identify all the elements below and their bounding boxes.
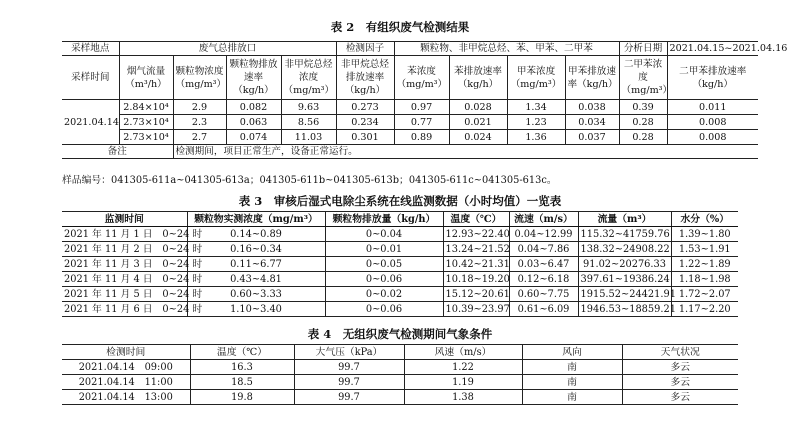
table2-info-row bbox=[62, 42, 758, 56]
header-cell: 颗粒物排放量（kg/h） bbox=[325, 212, 443, 227]
site-value: 废气总排放口 bbox=[119, 42, 336, 56]
table-cell: 0.028 bbox=[449, 100, 507, 115]
table-cell: 2021 年 11 月 4 日 0~24 时 bbox=[64, 273, 203, 285]
table-cell: 2.7 bbox=[173, 130, 226, 145]
table-row bbox=[62, 115, 758, 130]
table-cell: 138.32~24908.22 bbox=[578, 242, 671, 257]
table2 bbox=[62, 41, 788, 159]
table-cell: 2021 年 11 月 1 日 0~24 时 bbox=[64, 228, 203, 240]
header-cell: 水分（%） bbox=[671, 212, 738, 227]
table-cell: 0.074 bbox=[226, 130, 281, 145]
table-cell: 8.56 bbox=[281, 115, 336, 130]
table-cell: 10.39~23.97 bbox=[443, 302, 509, 317]
table-cell: 1.10~3.40 bbox=[187, 302, 325, 317]
table-cell: 1.22~1.89 bbox=[671, 257, 738, 272]
header-cell: 颗粒物排放速率（kg/h） bbox=[226, 56, 281, 100]
factor-label: 检测因子 bbox=[336, 42, 394, 56]
table-cell: 397.61~19386.24 bbox=[578, 272, 671, 287]
table-cell: 1946.53~18859.21 bbox=[578, 302, 671, 317]
date-value: 2021.04.15~2021.04.16 bbox=[667, 42, 758, 56]
table-cell: 0.082 bbox=[226, 100, 281, 115]
table-cell: 0~0.06 bbox=[325, 272, 443, 287]
table-cell: 2021 年 11 月 2 日 0~24 时 bbox=[64, 243, 203, 255]
table-cell: 0.04~12.99 bbox=[509, 227, 578, 242]
header-cell: 颗粒物实测浓度（mg/m³） bbox=[187, 212, 325, 227]
table-cell: 0.14~0.89 bbox=[187, 227, 325, 242]
table-row bbox=[62, 257, 738, 272]
header-cell: 温度（℃） bbox=[190, 345, 294, 360]
table-cell: 19.8 bbox=[190, 390, 294, 405]
table-cell: 0.063 bbox=[226, 115, 281, 130]
header-cell: 天气状况 bbox=[622, 345, 738, 360]
table-cell: 115.32~41759.76 bbox=[578, 227, 671, 242]
table-cell: 1.17~2.20 bbox=[671, 302, 738, 317]
table-cell: 2.9 bbox=[173, 100, 226, 115]
table-cell: 1.72~2.07 bbox=[671, 287, 738, 302]
table-cell: 16.3 bbox=[190, 360, 294, 375]
table-cell: 0.024 bbox=[449, 130, 507, 145]
table-cell: 0.034 bbox=[565, 115, 619, 130]
table-cell: 99.7 bbox=[294, 375, 404, 390]
table-cell: 1.19 bbox=[404, 375, 522, 390]
table-cell: 2.73×10⁴ bbox=[119, 115, 173, 130]
table2-title: 表 2 有组织废气检测结果 bbox=[330, 20, 470, 34]
table-cell: 1.36 bbox=[507, 130, 565, 145]
table-row bbox=[62, 130, 758, 145]
table-cell: 0~0.06 bbox=[325, 302, 443, 317]
table-cell: 2021.04.14 11:00 bbox=[62, 375, 190, 390]
table-cell: 0.97 bbox=[394, 100, 449, 115]
table-row bbox=[62, 227, 738, 242]
remark-label: 备注 bbox=[62, 145, 173, 159]
table-cell: 91.02~20276.33 bbox=[578, 257, 671, 272]
table-cell: 15.12~20.61 bbox=[443, 287, 509, 302]
table-cell: 0.77 bbox=[394, 115, 449, 130]
header-cell: 风向 bbox=[522, 345, 622, 360]
table-cell: 0.021 bbox=[449, 115, 507, 130]
table-cell: 2021 年 11 月 6 日 0~24 时 bbox=[64, 303, 203, 315]
table-row bbox=[62, 100, 758, 115]
table-row bbox=[62, 360, 738, 375]
table-cell: 12.93~22.40 bbox=[443, 227, 509, 242]
table-cell: 1.23 bbox=[507, 115, 565, 130]
table-row bbox=[62, 287, 738, 302]
table-cell: 2.3 bbox=[173, 115, 226, 130]
table-cell: 0.16~0.34 bbox=[187, 242, 325, 257]
site-label: 采样地点 bbox=[62, 42, 119, 56]
table3-title: 表 3 审核后湿式电除尘系统在线监测数据（小时均值）一览表 bbox=[238, 194, 562, 208]
header-cell: 温度（℃） bbox=[443, 212, 509, 227]
table-cell: 南 bbox=[522, 375, 622, 390]
table-cell: 0.28 bbox=[619, 130, 667, 145]
table-cell: 多云 bbox=[622, 360, 738, 375]
table-cell: 0.038 bbox=[565, 100, 619, 115]
table-cell: 多云 bbox=[622, 375, 738, 390]
table-cell: 18.5 bbox=[190, 375, 294, 390]
header-cell: 苯排放速率（kg/h） bbox=[449, 56, 507, 100]
table4-header-row bbox=[62, 345, 738, 360]
table-cell: 南 bbox=[522, 390, 622, 405]
header-cell: 检测时间 bbox=[62, 345, 190, 360]
table-cell: 多云 bbox=[622, 390, 738, 405]
table-cell: 0.89 bbox=[394, 130, 449, 145]
table3 bbox=[62, 211, 738, 317]
sampling-date: 2021.04.14 bbox=[62, 100, 119, 145]
table2-header-row bbox=[62, 56, 758, 100]
table-cell: 11.03 bbox=[281, 130, 336, 145]
header-cell: 苯浓度（mg/m³） bbox=[394, 56, 449, 100]
factor-value: 颗粒物、非甲烷总烃、苯、甲苯、二甲苯 bbox=[394, 42, 619, 56]
table-cell: 0.60~7.75 bbox=[509, 287, 578, 302]
table-row bbox=[62, 272, 738, 287]
table-cell: 0.301 bbox=[336, 130, 394, 145]
table-cell: 10.42~21.31 bbox=[443, 257, 509, 272]
table-cell: 1915.52~24421.91 bbox=[578, 287, 671, 302]
table-cell: 1.38 bbox=[404, 390, 522, 405]
table-cell: 0.03~6.47 bbox=[509, 257, 578, 272]
table-cell: 0.234 bbox=[336, 115, 394, 130]
header-cell: 非甲烷总烃排放速率（kg/h） bbox=[336, 56, 394, 100]
header-cell: 甲苯排放速率（kg/h） bbox=[565, 56, 619, 100]
table-cell: 1.18~1.98 bbox=[671, 272, 738, 287]
header-cell: 采样时间 bbox=[62, 56, 119, 100]
table-cell: 0.008 bbox=[667, 115, 758, 130]
table-cell: 99.7 bbox=[294, 390, 404, 405]
table-cell: 0~0.05 bbox=[325, 257, 443, 272]
header-cell: 流量（m³） bbox=[578, 212, 671, 227]
table-row bbox=[62, 390, 738, 405]
remark-row bbox=[62, 145, 758, 159]
remark-value: 检测期间，项目正常生产，设备正常运行。 bbox=[173, 145, 758, 159]
table-cell: 0.273 bbox=[336, 100, 394, 115]
table-cell: 0~0.04 bbox=[325, 227, 443, 242]
table-cell: 0.61~6.09 bbox=[509, 302, 578, 317]
table-cell: 2021 年 11 月 3 日 0~24 时 bbox=[64, 258, 203, 270]
table-cell: 0.008 bbox=[667, 130, 758, 145]
table4 bbox=[62, 344, 738, 405]
table-cell: 2.84×10⁴ bbox=[119, 100, 173, 115]
header-cell: 风速（m/s） bbox=[404, 345, 522, 360]
table3-header-row bbox=[62, 212, 738, 227]
table-cell: 0.04~7.86 bbox=[509, 242, 578, 257]
sample-number-note: 样品编号：041305-611a~041305-613a；041305-611b~041305-613b；041305-611c~041305-613c。 bbox=[62, 175, 557, 186]
table-cell: 1.34 bbox=[507, 100, 565, 115]
table-cell: 0.12~6.18 bbox=[509, 272, 578, 287]
header-cell: 大气压（kPa） bbox=[294, 345, 404, 360]
header-cell: 二甲苯浓度（mg/m³） bbox=[619, 56, 667, 100]
table-cell: 2021.04.14 09:00 bbox=[62, 360, 190, 375]
table-cell: 9.63 bbox=[281, 100, 336, 115]
table-row bbox=[62, 302, 738, 317]
table-cell: 0.39 bbox=[619, 100, 667, 115]
table-cell: 0.037 bbox=[565, 130, 619, 145]
header-cell: 甲苯浓度（mg/m³） bbox=[507, 56, 565, 100]
table-cell: 0~0.01 bbox=[325, 242, 443, 257]
table-cell: 2.73×10⁴ bbox=[119, 130, 173, 145]
table-cell: 0.43~4.81 bbox=[187, 272, 325, 287]
date-label: 分析日期 bbox=[619, 42, 667, 56]
table-cell: 0.28 bbox=[619, 115, 667, 130]
header-cell: 烟气流量（m³/h） bbox=[119, 56, 173, 100]
table-cell: 0.11~6.77 bbox=[187, 257, 325, 272]
table-row bbox=[62, 375, 738, 390]
table-cell: 0.60~3.33 bbox=[187, 287, 325, 302]
header-cell: 流速（m/s） bbox=[509, 212, 578, 227]
table-cell: 0.011 bbox=[667, 100, 758, 115]
table-cell: 南 bbox=[522, 360, 622, 375]
header-cell: 二甲苯排放速率（kg/h） bbox=[667, 56, 758, 100]
table-cell: 2021 年 11 月 5 日 0~24 时 bbox=[64, 288, 203, 300]
header-cell: 颗粒物浓度（mg/m³） bbox=[173, 56, 226, 100]
header-cell: 非甲烷总烃浓度（mg/m³） bbox=[281, 56, 336, 100]
table-cell: 1.22 bbox=[404, 360, 522, 375]
table-cell: 1.39~1.80 bbox=[671, 227, 738, 242]
table-cell: 10.18~19.20 bbox=[443, 272, 509, 287]
table-cell: 2021.04.14 13:00 bbox=[62, 390, 190, 405]
table-cell: 1.53~1.91 bbox=[671, 242, 738, 257]
table4-title: 表 4 无组织废气检测期间气象条件 bbox=[307, 327, 493, 341]
table-cell: 99.7 bbox=[294, 360, 404, 375]
header-cell: 监测时间 bbox=[62, 212, 187, 227]
table-cell: 13.24~21.52 bbox=[443, 242, 509, 257]
table-cell: 0~0.02 bbox=[325, 287, 443, 302]
table-row bbox=[62, 242, 738, 257]
